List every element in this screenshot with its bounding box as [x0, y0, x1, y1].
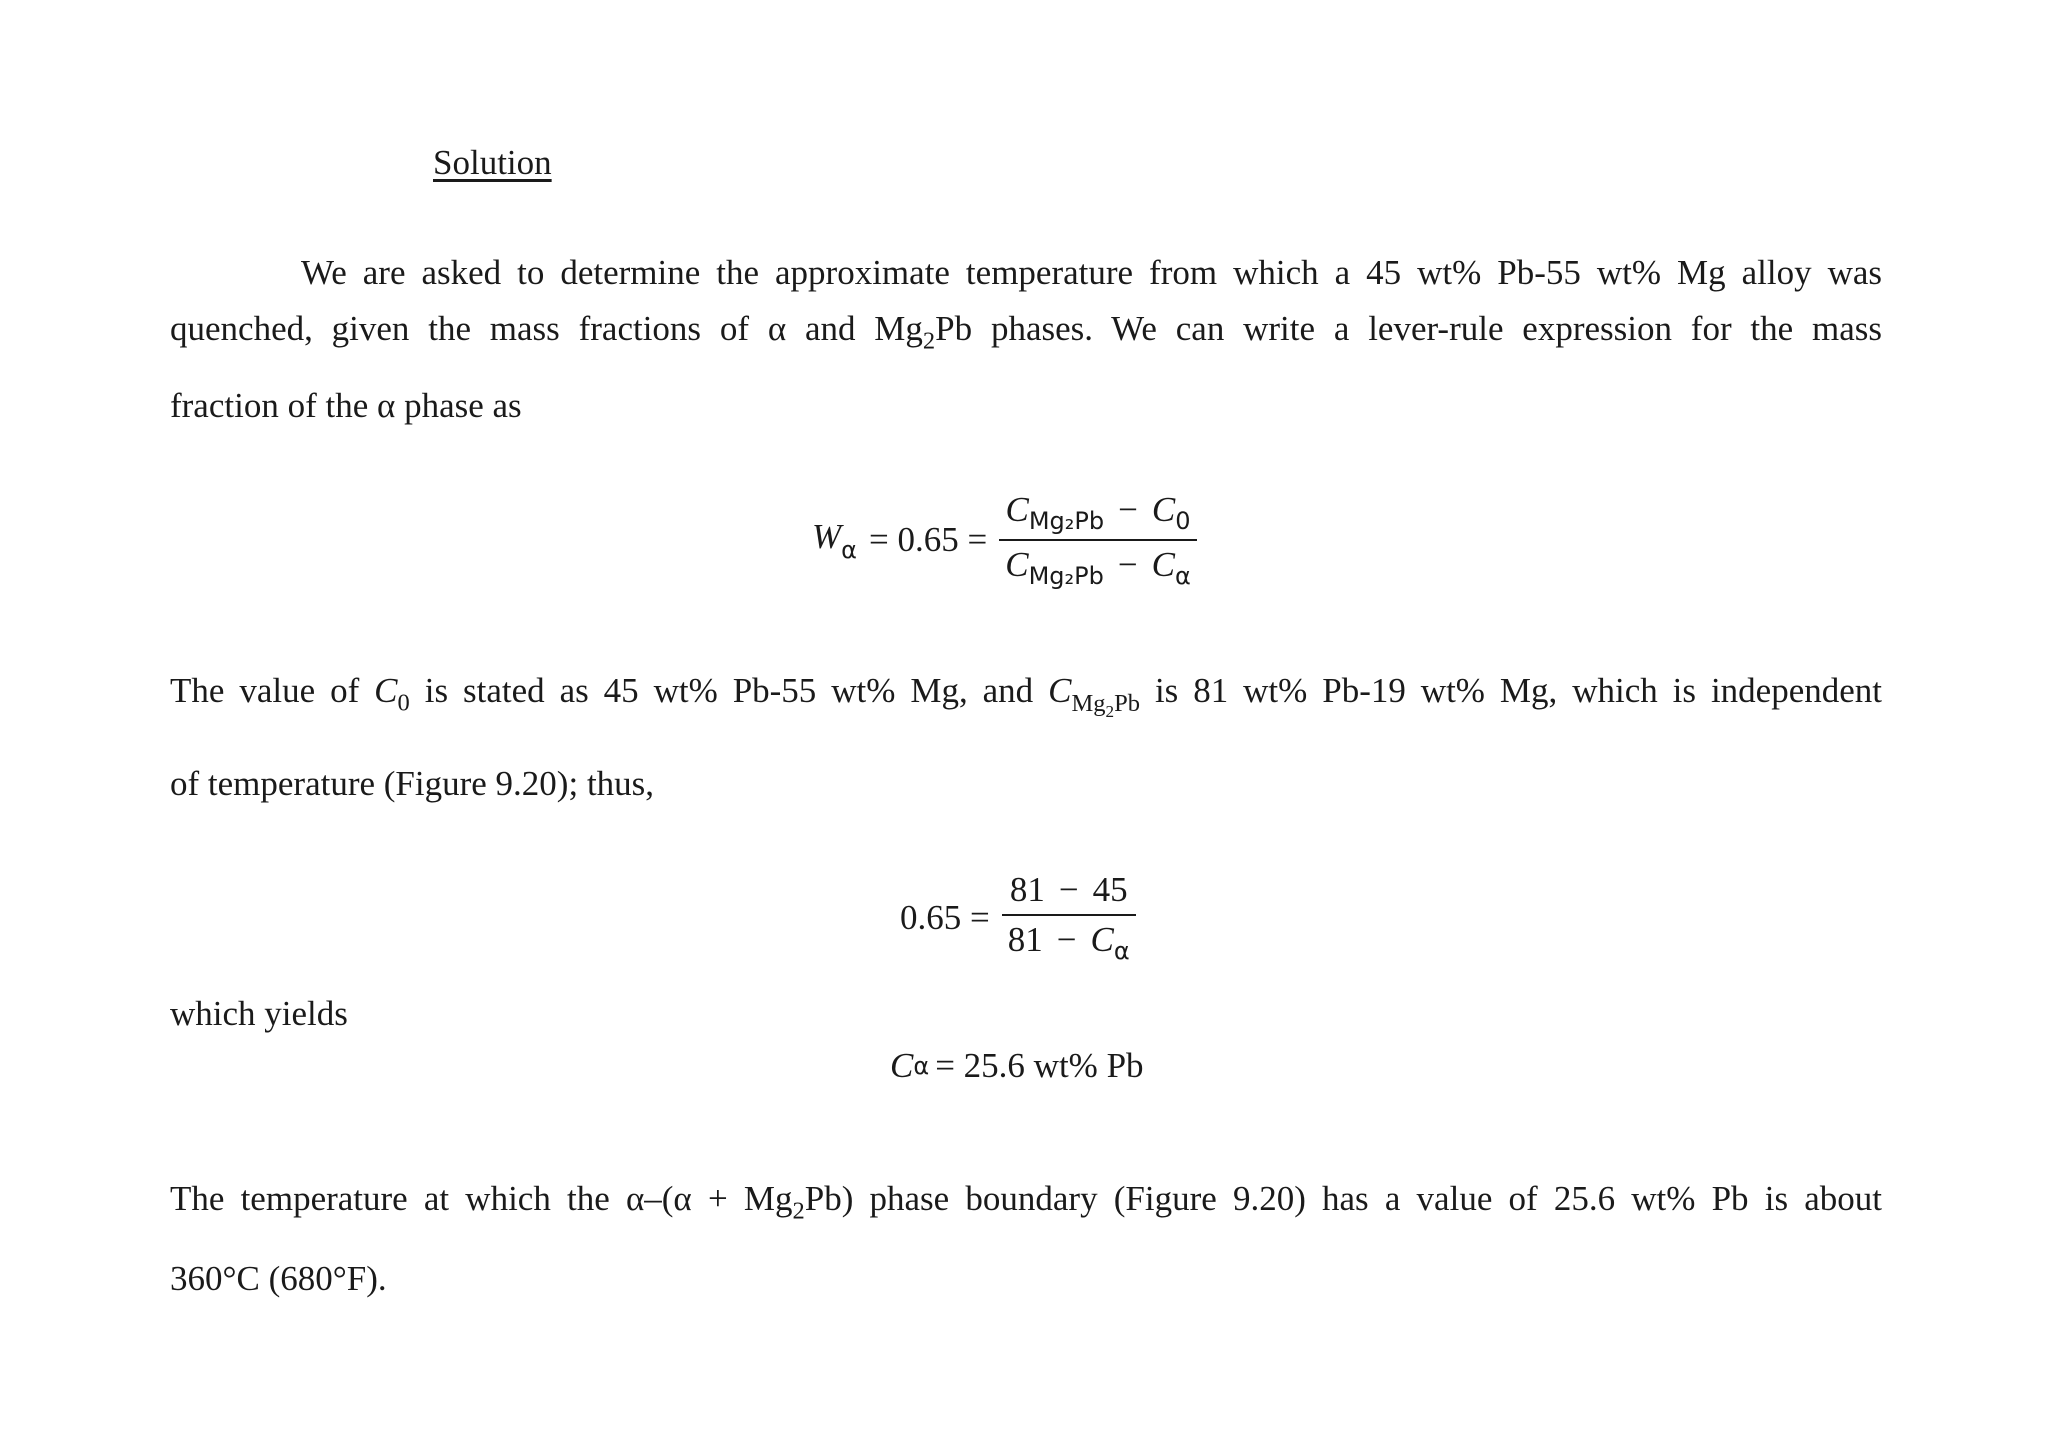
eq2-fraction [1002, 870, 1136, 965]
paragraph-2-line-2: of temperature (Figure 9.20); thus, [170, 764, 655, 803]
eq1-numerator: $C_{Mg_2Pb} - C_0$ [1005, 490, 1191, 535]
substitution-equation [900, 870, 1136, 965]
eq2-denominator: $81 - C_\alpha$ [1007, 920, 1130, 965]
eq1-fraction-bar [999, 539, 1197, 541]
which-yields-text: which yields [170, 994, 348, 1033]
eq2-fraction-bar [1002, 914, 1136, 916]
eq2-numerator: 81 − 45 [1009, 870, 1128, 909]
paragraph-3-line-2: 360°C (680°F). [170, 1259, 387, 1298]
paragraph-1-line-3: fraction of the α phase as [170, 386, 522, 425]
eq1-fraction [999, 490, 1197, 590]
paragraph-3-line-1: The temperature at which the $\alpha-(\alpha + Mg_2Pb)$ phase boundary (Figure 9.20) has a value of 25.6 wt% Pb is about [170, 1179, 1883, 1225]
eq1-denominator: $C_{Mg_2Pb} - C_\alpha$ [1005, 545, 1191, 590]
paragraph-1-line-2: quenched, given the mass fractions of α and $Mg_2Pb$ phases. We can write a lever-rule expression for the mass [170, 309, 1882, 355]
eq1-lhs: $W_\alpha$ [812, 516, 857, 564]
paragraph-1-line-1: We are asked to determine the approximate temperature from which a 45 wt% Pb-55 wt% Mg alloy was [301, 253, 1882, 292]
solution-heading: Solution [433, 143, 552, 182]
paragraph-2-line-1: The value of $C_0$ is stated as 45 wt% Pb-55 wt% Mg, and $C_{Mg_2Pb}$ is 81 wt% Pb-19 wt% Mg, which is independent [170, 671, 1882, 721]
eq1-equals-value: = 0.65 = [868, 520, 988, 559]
eq2-lhs: 0.65 = [900, 897, 990, 937]
lever-rule-equation [812, 490, 1197, 590]
result-equation: C α = 25.6 wt% Pb [890, 1046, 1144, 1085]
